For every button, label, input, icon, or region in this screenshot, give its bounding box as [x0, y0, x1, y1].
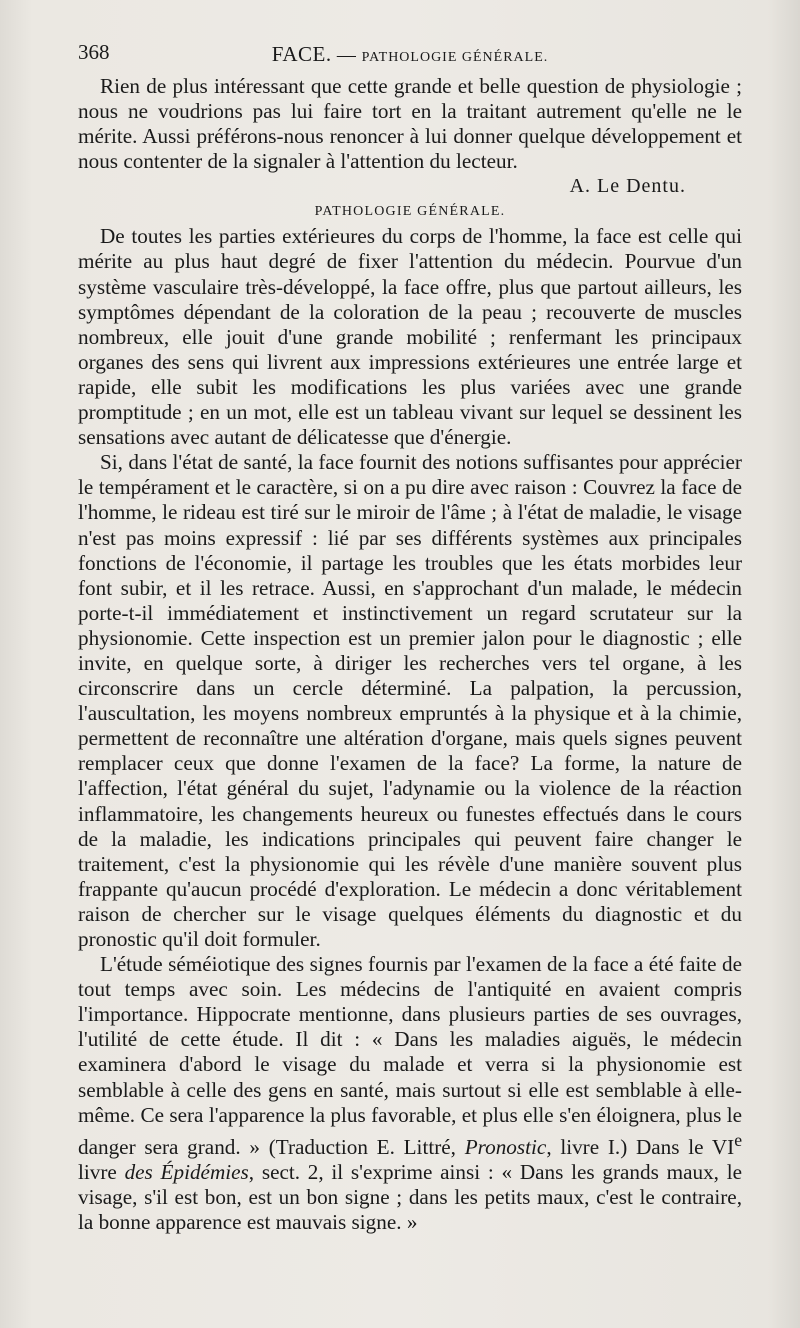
header-title-separator: —	[336, 45, 357, 66]
paragraph-2: Si, dans l'état de santé, la face fournit des notions suffisantes pour apprécier le tempérament et le caractère, si on a pu dire avec raison : Couvrez la face de l'homme, le rideau est tiré sur le miroir de l'âme ; à l'état de maladie, le visage n'est pas moins expressif : lié par ses différents systèmes aux principales fonctions de l'économie, il partage les troubles que les états morbides leur font subir, et il les retrace. Aussi, en s'approchant d'un malade, le médecin porte-t-il immédiatement et instinctivement un regard scrutateur sur la physionomie. Cette inspection est un premier jalon pour le diagnostic ; elle invite, en quelque sorte, à diriger les recherches vers tel organe, à les circonscrire dans un cercle déterminé. La palpation, la percussion, l'auscultation, les moyens nombreux empruntés à la physique et à la chimie, permettent de reconnaître une altération d'organe, mais quels signes peuvent remplacer ceux que donne l'examen de la face? La forme, la nature de l'affection, l'état général du sujet, l'adynamie ou la violence de la réaction inflammatoire, les changements heureux ou funestes effectués dans le cours de la maladie, les indications principales qui peuvent faire changer le traitement, c'est la physionomie qui les révèle d'une manière souvent plus frappante qu'aucun procédé d'exploration. Le médecin a donc véritablement raison de chercher sur le visage quelques éléments du diagnostic et du pronostic qu'il doit formuler.	[78, 450, 742, 951]
section-heading: PATHOLOGIE GÉNÉRALE.	[314, 204, 506, 220]
paragraph-3-text-d: , sect. 2, il s'exprime ainsi : « Dans les grands maux, le visage, s'il est bon, est un bon signe ; dans les petits maux, c'est le contraire, la bonne apparence est mauvais signe. »	[78, 1159, 742, 1235]
paragraph-3-italic-pronostic: Pronostic	[464, 1134, 547, 1159]
running-header	[78, 40, 742, 74]
author-signature: A. Le Dentu.	[569, 175, 686, 198]
intro-paragraph: Rien de plus intéressant que cette grande et belle question de physiologie ; nous ne voudrions pas lui faire tort en la traitant autrement qu'elle ne le mérite. Aussi préférons-nous renoncer à lui donner quelque développement et nous contenter de la signaler à l'attention du lecteur.	[78, 74, 742, 174]
paragraph-1: De toutes les parties extérieures du corps de l'homme, la face est celle qui mérite au plus haut degré de fixer l'attention du médecin. Pourvue d'un système vasculaire très-développé, la face offre, plus que partout ailleurs, les symptômes dépendant de la coloration de la peau ; recouverte de muscles nombreux, elle jouit d'une grande mobilité ; renfermant les principaux organes des sens qui livrent aux impressions extérieures une entrée large et rapide, elle subit les modifications les plus variées avec une grande promptitude ; en un mot, elle est un tableau vivant sur lequel se dessinent les sensations avec autant de délicatesse que d'énergie.	[78, 224, 742, 450]
paragraph-3-text-c: livre	[78, 1159, 117, 1184]
paragraph-3-superscript: e	[734, 1129, 743, 1150]
page-number: 368	[78, 40, 110, 64]
text-column	[78, 40, 742, 1235]
paragraph-3-text-b: , livre I.) Dans le VI	[546, 1134, 735, 1159]
header-title	[78, 42, 742, 67]
header-title-sub: PATHOLOGIE GÉNÉRALE.	[361, 50, 549, 65]
paragraph-3	[78, 952, 742, 1235]
paragraph-3-text-a: L'étude séméiotique des signes fournis par l'examen de la face a été faite de tout temps avec soin. Les médecins de l'antiquité en avaient compris l'importance. Hippocrate mentionne, dans plusieurs parties de ses ouvrages, l'utilité de cette étude. Il dit : « Dans les maladies aiguës, le médecin examinera d'abord le visage du malade et verra si la physionomie est semblable à celle des gens en santé, mais surtout si elle est semblable à elle-même. Ce sera l'apparence la plus favorable, et plus elle s'en éloignera, plus le danger sera grand. » (Traduction E. Littré,	[78, 952, 742, 1159]
paragraph-3-italic-epidemies: des Épidémies	[124, 1159, 249, 1184]
header-title-main: FACE.	[271, 42, 332, 66]
